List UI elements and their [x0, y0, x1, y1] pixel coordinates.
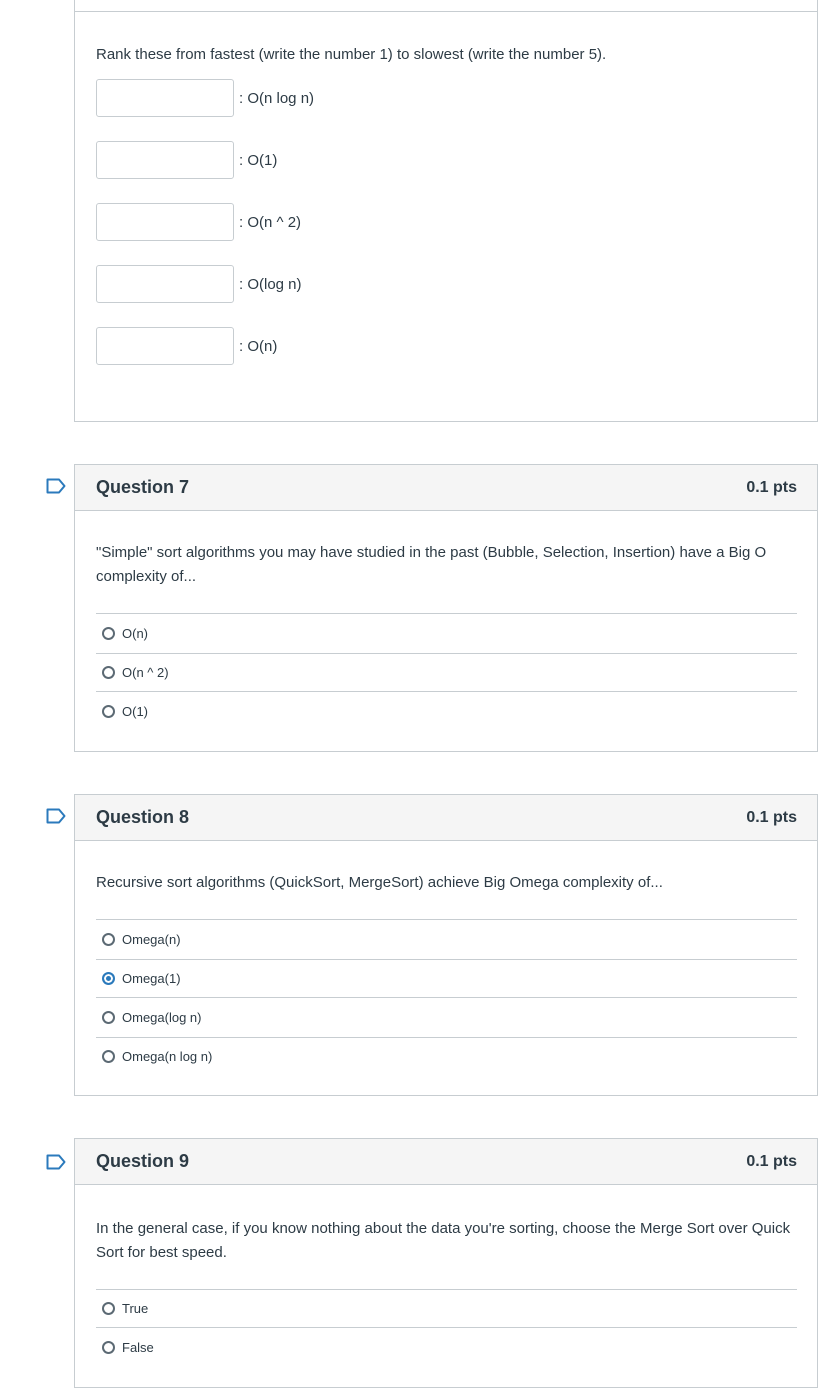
- radio-button[interactable]: [102, 666, 115, 679]
- answer-option[interactable]: [96, 1037, 797, 1075]
- answer-label: Omega(n): [122, 932, 181, 947]
- radio-button[interactable]: [102, 627, 115, 640]
- rank-input-n[interactable]: [96, 327, 234, 365]
- radio-button-checked[interactable]: [102, 972, 115, 985]
- question-points: 0.1 pts: [746, 478, 797, 496]
- answer-option[interactable]: [96, 1327, 797, 1367]
- question-points: 0.1 pts: [746, 808, 797, 826]
- answer-label: False: [122, 1340, 154, 1355]
- radio-button[interactable]: [102, 705, 115, 718]
- question-title: Question 9: [96, 1151, 190, 1171]
- answer-option[interactable]: [96, 919, 797, 959]
- rank-input-n-log-n[interactable]: [96, 79, 234, 117]
- answer-label: O(1): [122, 704, 148, 719]
- question-8-box: [74, 794, 818, 1096]
- question-8-prompt: Recursive sort algorithms (QuickSort, MergeSort) achieve Big Omega complexity of...: [96, 874, 663, 891]
- rank-row: [96, 327, 277, 365]
- answer-label: Omega(1): [122, 971, 181, 986]
- rank-input-log-n[interactable]: [96, 265, 234, 303]
- rank-label: : O(log n): [239, 275, 302, 293]
- answer-option[interactable]: [96, 613, 797, 653]
- answer-option[interactable]: [96, 691, 797, 731]
- radio-button[interactable]: [102, 1011, 115, 1024]
- answer-label: O(n): [122, 626, 148, 641]
- question-9-prompt: In the general case, if you know nothing about the data you're sorting, choose the Merge Sort over Quick Sort for best speed.: [96, 1220, 791, 1261]
- flag-question-7-icon[interactable]: [46, 478, 66, 494]
- question-7-header: [75, 465, 817, 511]
- answer-label: Omega(log n): [122, 1010, 202, 1025]
- radio-button[interactable]: [102, 933, 115, 946]
- answer-option-selected[interactable]: [96, 959, 797, 997]
- answer-label: True: [122, 1301, 149, 1316]
- question-points: 0.1 pts: [746, 1152, 797, 1170]
- rank-input-n-squared[interactable]: [96, 203, 234, 241]
- rank-row: [96, 141, 277, 179]
- rank-row: [96, 79, 314, 117]
- rank-input-1[interactable]: [96, 141, 234, 179]
- question-7-answers: [96, 613, 797, 731]
- question-7-box: [74, 464, 818, 752]
- rank-row: [96, 265, 302, 303]
- flag-question-8-icon[interactable]: [46, 808, 66, 824]
- question-title: Question 7: [96, 477, 190, 497]
- question-6-prompt: Rank these from fastest (write the number 1) to slowest (write the number 5).: [96, 46, 607, 63]
- question-9-header: [75, 1139, 817, 1185]
- rank-label: : O(n log n): [239, 89, 315, 107]
- radio-button[interactable]: [102, 1341, 115, 1354]
- answer-option[interactable]: [96, 997, 797, 1037]
- rank-label: : O(n): [239, 337, 278, 355]
- question-7-prompt: "Simple" sort algorithms you may have studied in the past (Bubble, Selection, Insertion) have a Big O complexity of...: [96, 544, 767, 585]
- question-9-box: [74, 1138, 818, 1388]
- question-8-answers: [96, 919, 797, 1075]
- question-8-header: [75, 795, 817, 841]
- answer-label: Omega(n log n): [122, 1049, 213, 1064]
- answer-label: O(n ^ 2): [122, 665, 169, 680]
- rank-label: : O(1): [239, 151, 278, 169]
- question-6-header-edge: [75, 0, 817, 12]
- flag-question-9-icon[interactable]: [46, 1154, 66, 1170]
- radio-button[interactable]: [102, 1050, 115, 1063]
- answer-option[interactable]: [96, 1289, 797, 1327]
- answer-option[interactable]: [96, 653, 797, 691]
- rank-label: : O(n ^ 2): [239, 213, 302, 231]
- radio-button[interactable]: [102, 1302, 115, 1315]
- question-9-answers: [96, 1289, 797, 1367]
- rank-row: [96, 203, 301, 241]
- question-title: Question 8: [96, 807, 190, 827]
- question-6-box: [74, 0, 818, 422]
